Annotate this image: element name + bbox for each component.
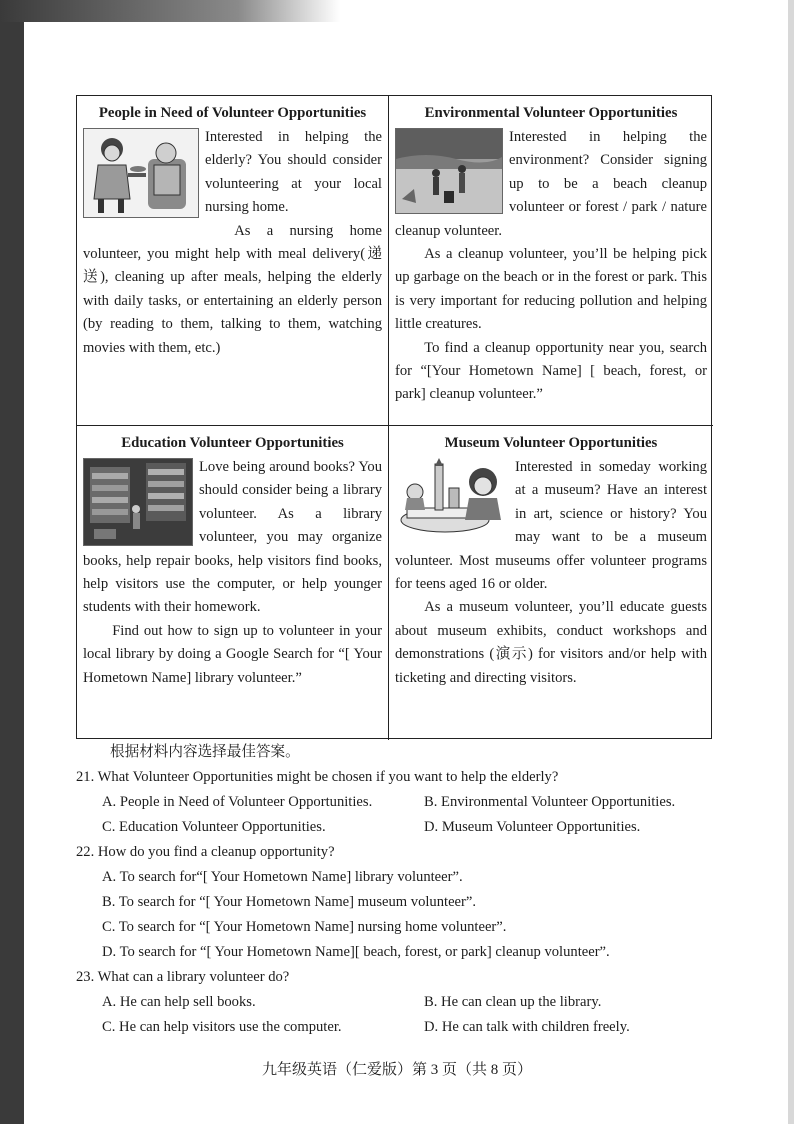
option: D. Museum Volunteer Opportunities.: [424, 819, 641, 835]
box-paragraph: As a nursing home volunteer, you might help with meal delivery(递送), cleaning up after meals, helping the elderly with daily tasks, or entertaining an elderly person (by reading to them, talking to them, watching movies with them, etc.): [83, 222, 382, 356]
option: A. To search for“[ Your Hometown Name] library volunteer”.: [102, 869, 463, 885]
option: D. To search for “[ Your Hometown Name][ beach, forest, or park] cleanup volunteer”.: [102, 944, 610, 960]
scan-border-left: [0, 0, 24, 1124]
options: [76, 790, 736, 840]
box-paragraph: Interested in someday working at a museum? Have an interest in art, science or history? You may want to be a museum volunteer. Most museums offer volunteer programs for teens aged 16 or older.: [395, 459, 707, 593]
options: [76, 990, 736, 1040]
reading-passage-table: [76, 95, 712, 739]
question-stem: 22. How do you find a cleanup opportunity?: [76, 844, 335, 860]
box-environmental: [389, 96, 713, 426]
option: C. He can help visitors use the computer.: [102, 1019, 342, 1035]
question-stem: 23. What can a library volunteer do?: [76, 969, 290, 985]
box-paragraph: Interested in helping the environment? Consider signing up to be a beach cleanup volunteer or forest / park / nature cleanup volunteer.: [395, 129, 707, 239]
option: A. He can help sell books.: [102, 994, 256, 1010]
option: D. He can talk with children freely.: [424, 1019, 630, 1035]
library-picture: [83, 458, 193, 546]
option: B. He can clean up the library.: [424, 994, 602, 1010]
box-title: Education Volunteer Opportunities: [121, 435, 344, 451]
museum-picture: [395, 458, 509, 538]
box-museum: [389, 426, 713, 740]
box-paragraph: Love being around books? You should consider being a library volunteer. As a library volunteer, you may organize books, help repair books, help visitors find books, help visitors use the computer, or help younger students with their homework.: [83, 459, 382, 616]
box-education: [77, 426, 389, 740]
question-stem: 21. What Volunteer Opportunities might be chosen if you want to help the elderly?: [76, 769, 559, 785]
instruction: 根据材料内容选择最佳答案。: [110, 744, 300, 760]
box-title: People in Need of Volunteer Opportunities: [98, 105, 367, 121]
box-paragraph: As a museum volunteer, you’ll educate guests about museum exhibits, conduct workshops and demonstrations (演示) for visitors and/or help with ticketing and directing visitors.: [395, 599, 707, 686]
box-paragraph: Interested in helping the elderly? You should consider volunteering at your local nursing home.: [205, 129, 382, 216]
scan-border-right: [788, 0, 794, 1124]
box-paragraph: To find a cleanup opportunity near you, search for “[Your Hometown Name] [ beach, forest, or park] cleanup volunteer.”: [395, 339, 707, 403]
page-footer: 九年级英语（仁爱版）第 3 页（共 8 页）: [261, 1062, 532, 1078]
option: A. People in Need of Volunteer Opportunities.: [102, 794, 373, 810]
option: B. To search for “[ Your Hometown Name] museum volunteer”.: [102, 894, 477, 910]
box-people-in-need: [77, 96, 389, 426]
box-paragraph: As a cleanup volunteer, you’ll be helping pick up garbage on the beach or in the forest or park. This is very important for reducing pollution and helping little creatures.: [395, 246, 707, 333]
question-section: [76, 740, 736, 1040]
option: C. Education Volunteer Opportunities.: [102, 819, 326, 835]
box-title: Museum Volunteer Opportunities: [444, 435, 658, 451]
scan-border-top: [0, 0, 340, 22]
box-paragraph: Find out how to sign up to volunteer in your local library by doing a Google Search for “[ Your Hometown Name] library volunteer.”: [83, 622, 382, 686]
option: B. Environmental Volunteer Opportunities.: [424, 794, 676, 810]
nursing-home-volunteer-picture: [83, 128, 199, 218]
box-title: Environmental Volunteer Opportunities: [424, 105, 678, 121]
beach-cleanup-picture: [395, 128, 503, 214]
option: C. To search for “[ Your Hometown Name] nursing home volunteer”.: [102, 919, 507, 935]
